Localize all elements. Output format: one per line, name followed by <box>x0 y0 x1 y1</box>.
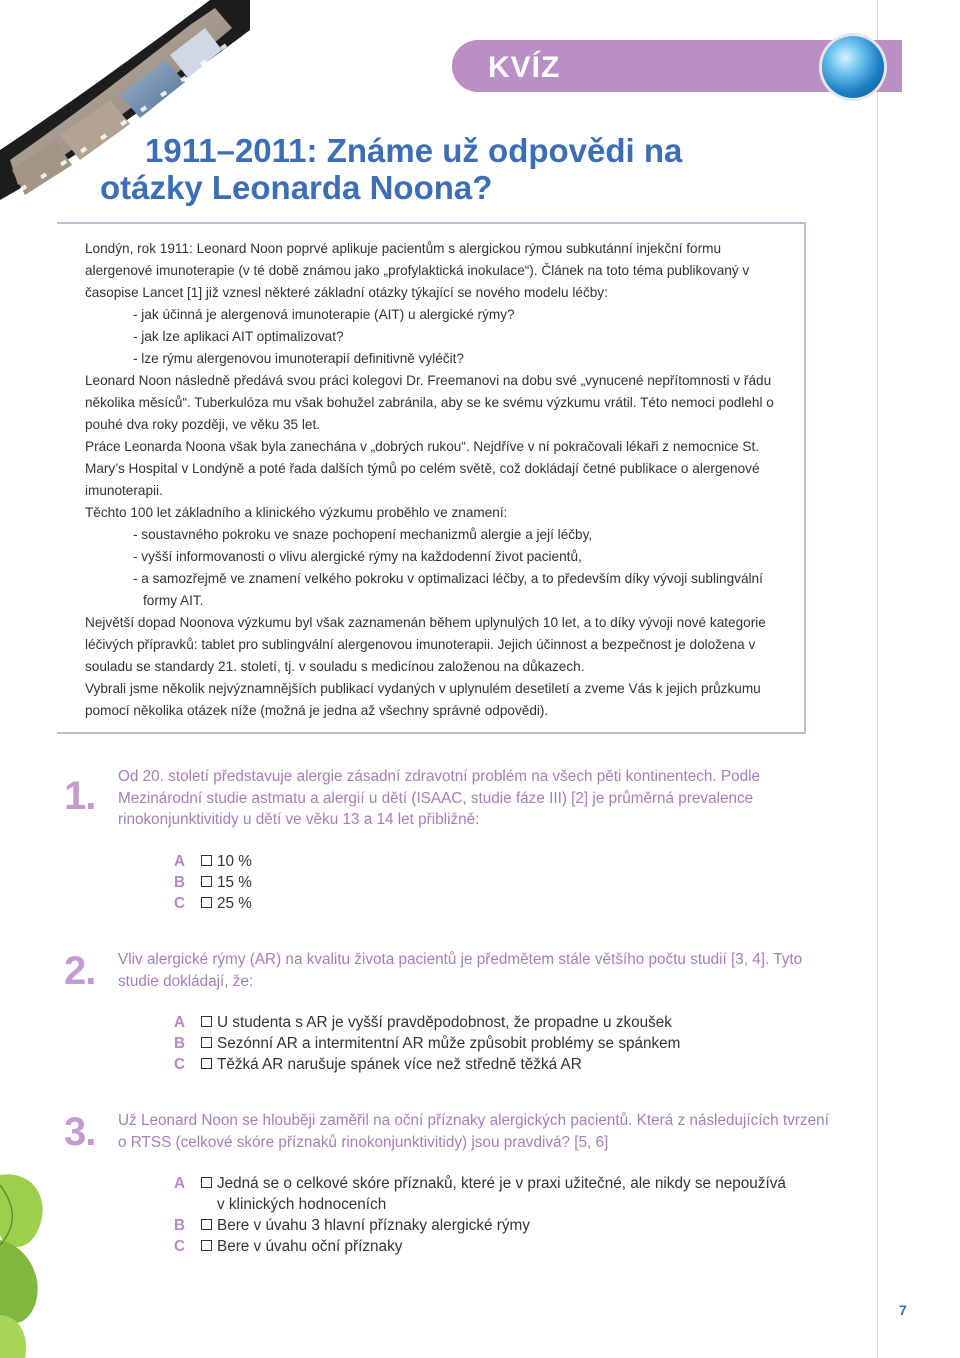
intro-paragraph: Vybrali jsme několik nejvýznamnějších publikací vydaných v uplynulém desetiletí a zveme Vás k jejich průzkumu pomocí několika otázek níže (možná je jedna až všechny správné odpovědi). <box>85 681 761 718</box>
page-title-line-2: otázky Leonarda Noona? <box>100 169 493 206</box>
answer-options <box>174 1012 814 1075</box>
intro-text <box>85 238 780 722</box>
answer-option[interactable] <box>174 1033 814 1054</box>
option-letter: B <box>174 874 186 891</box>
page-number: 7 <box>899 1302 907 1318</box>
option-text: Těžká AR narušuje spánek více než středně těžká AR <box>217 1056 582 1073</box>
page-margin-rule <box>877 0 878 1358</box>
option-letter: A <box>174 853 186 870</box>
intro-paragraph: Těchto 100 let základního a klinického výzkumu proběhlo ve znamení: <box>85 505 508 520</box>
checkbox[interactable] <box>201 855 212 866</box>
answer-options <box>174 851 814 914</box>
question-number: 2. <box>64 949 96 993</box>
section-label: KVÍZ <box>488 51 561 84</box>
question-number: 1. <box>64 774 96 818</box>
answer-option[interactable] <box>174 1054 814 1075</box>
checkbox[interactable] <box>201 876 212 887</box>
intro-paragraph: Leonard Noon následně předává svou práci kolegovi Dr. Freemanovi na dobu své „vynucené nepřítomnosti v řádu několika měsíců“. Tuberkulóza mu však bohužel zabránila, aby se ke svému výzkumu vrátil. Této nemoci podlehl o pouhé dva roky později, ve věku 35 let. <box>85 373 774 432</box>
option-letter: A <box>174 1175 186 1192</box>
option-text: 15 % <box>217 874 252 891</box>
intro-bullet-continuation: formy AIT. <box>143 593 204 608</box>
checkbox[interactable] <box>201 1219 212 1230</box>
option-letter: A <box>174 1014 186 1031</box>
question-text: Od 20. století představuje alergie zásadní zdravotní problém na všech pěti kontinentech. Podle Mezinárodní studie astmatu a alergií u dětí (ISAAC, studie fáze III) [2] je průměrná prevalence rinokonjunktivitidy u dětí ve věku 13 a 14 let přibližně: <box>118 768 761 828</box>
checkbox[interactable] <box>201 1016 212 1027</box>
checkbox[interactable] <box>201 1037 212 1048</box>
option-letter: C <box>174 1056 186 1073</box>
option-text: U studenta s AR je vyšší pravděpodobnost, že propadne u zkoušek <box>217 1014 672 1031</box>
answer-options <box>174 1173 814 1257</box>
answer-option[interactable] <box>174 1173 814 1215</box>
answer-option[interactable] <box>174 1012 814 1033</box>
checkbox[interactable] <box>201 897 212 908</box>
option-text: Bere v úvahu oční příznaky <box>217 1238 403 1255</box>
answer-option[interactable] <box>174 1236 814 1257</box>
option-text: 10 % <box>217 853 252 870</box>
question-text: Už Leonard Noon se hlouběji zaměřil na oční příznaky alergických pacientů. Která z následujících tvrzení o RTSS (celkové skóre příznaků rinokonjunktivitidy) jsou pravdivá? [5, 6] <box>118 1112 829 1151</box>
checkbox[interactable] <box>201 1177 212 1188</box>
intro-bullet: - vyšší informovanosti o vlivu alergické rýmy na každodenní život pacientů, <box>133 549 582 564</box>
question-text: Vliv alergické rýmy (AR) na kvalitu života pacientů je předmětem stále většího počtu studií [3, 4]. Tyto studie dokládají, že: <box>118 951 803 990</box>
option-text: 25 % <box>217 895 252 912</box>
intro-bullet: - a samozřejmě ve znamení velkého pokroku v optimalizaci léčby, a to především díky vývoji sublingvální <box>133 571 763 586</box>
checkbox[interactable] <box>201 1240 212 1251</box>
intro-paragraph: Londýn, rok 1911: Leonard Noon poprvé aplikuje pacientům s alergickou rýmou subkutánní injekční formu alergenové imunoterapie (v té době známou jako „profylaktická inokulace“). Článek na toto téma publikovaný v časopise Lancet [1] již vznesl některé základní otázky týkající se nového modelu léčby: <box>85 241 750 300</box>
answer-option[interactable] <box>174 893 814 914</box>
checkbox[interactable] <box>201 1058 212 1069</box>
intro-paragraph: Největší dopad Noonova výzkumu byl však zaznamenán během uplynulých 10 let, a to díky vývoji nové kategorie léčivých přípravků: tablet pro sublingvální alergenovou imunoterapii. Jejich účinnost a bezpečnost je doložena v souladu se standardy 21. století, tj. v souladu s medicínou založenou na důkazech. <box>85 615 766 674</box>
answer-option[interactable] <box>174 872 814 893</box>
option-letter: C <box>174 1238 186 1255</box>
intro-bullet: - soustavného pokroku ve snaze pochopení mechanizmů alergie a její léčby, <box>133 527 593 542</box>
option-text-continuation: v klinických hodnoceních <box>217 1196 387 1213</box>
answer-option[interactable] <box>174 1215 814 1236</box>
answer-option[interactable] <box>174 851 814 872</box>
option-letter: C <box>174 895 186 912</box>
intro-bullet: - jak lze aplikaci AIT optimalizovat? <box>133 329 344 344</box>
question-number: 3. <box>64 1110 96 1154</box>
intro-bullet: - lze rýmu alergenovou imunoterapií definitivně vyléčit? <box>133 351 464 366</box>
option-text: Jedná se o celkové skóre příznaků, které je v praxi užitečné, ale nikdy se nepoužívá <box>217 1175 786 1192</box>
page-title-line-1: 1911–2011: Známe už odpovědi na <box>145 132 683 169</box>
option-text: Bere v úvahu 3 hlavní příznaky alergické rýmy <box>217 1217 530 1234</box>
option-letter: B <box>174 1217 186 1234</box>
intro-bullet: - jak účinná je alergenová imunoterapie (AIT) u alergické rýmy? <box>133 307 515 322</box>
page-title <box>100 132 682 206</box>
globe-icon <box>822 36 884 98</box>
leaf-decoration <box>0 1165 60 1358</box>
option-letter: B <box>174 1035 186 1052</box>
intro-paragraph: Práce Leonarda Noona však byla zanechána v „dobrých rukou“. Nejdříve v ní pokračovali lékaři z nemocnice St. Mary’s Hospital v Londýně a poté řada dalších týmů po celém světě, což dokládají četné publikace o alergenové imunoterapii. <box>85 439 760 498</box>
option-text: Sezónní AR a intermitentní AR může způsobit problémy se spánkem <box>217 1035 681 1052</box>
